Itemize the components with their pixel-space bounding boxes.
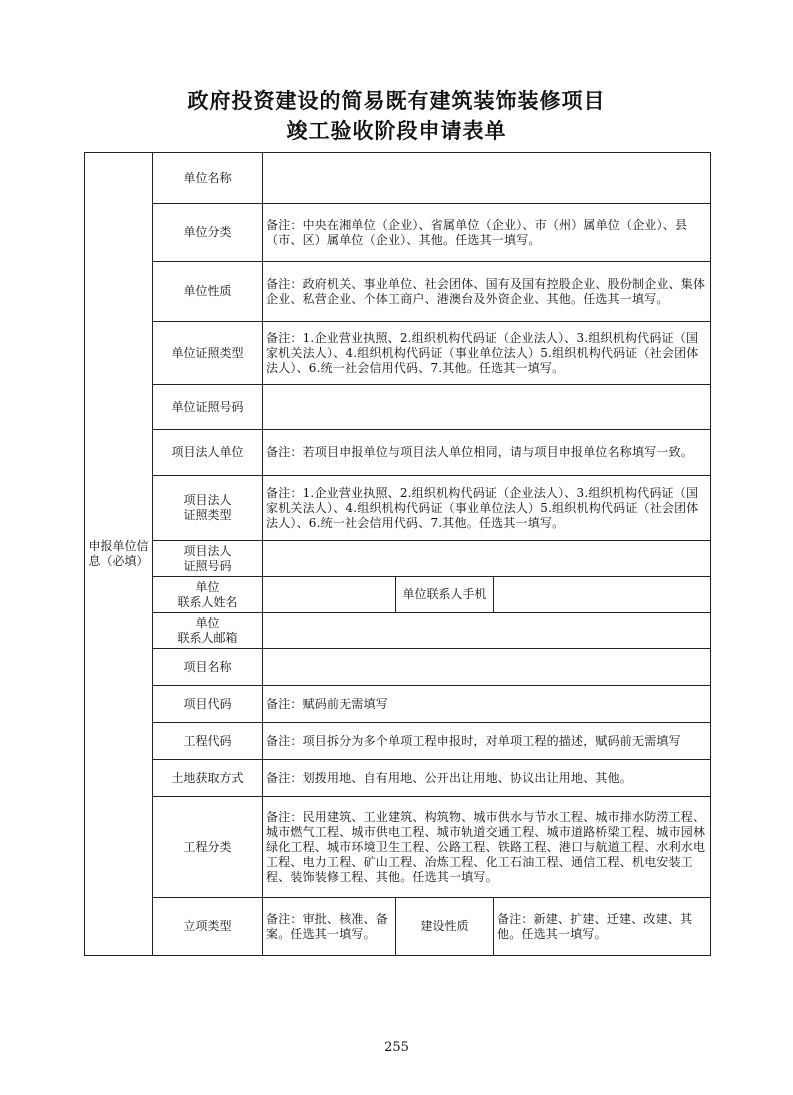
label-contact-email-line1: 单位 (195, 615, 220, 630)
field-project-name[interactable] (263, 649, 711, 686)
label-legal-cert-type-line2: 证照类型 (183, 508, 232, 522)
label-contact-email (153, 613, 263, 649)
field-unit-class[interactable]: 备注：中央在湘单位（企业）、省属单位（企业）、市（州）属单位（企业）、县（市、区）属单位（企业）、其他。任选其一填写。 (263, 204, 711, 262)
row-engineering-code (85, 723, 711, 760)
label-unit-name: 单位名称 (153, 153, 263, 204)
field-contact-email[interactable] (263, 613, 711, 649)
label-unit-nature: 单位性质 (153, 262, 263, 322)
field-engineering-code[interactable]: 备注：项目拆分为多个单项工程申报时，对单项工程的描述，赋码前无需填写 (263, 723, 711, 760)
field-contact-phone[interactable] (494, 577, 711, 613)
row-project-code (85, 686, 711, 723)
row-project-name (85, 649, 711, 686)
field-legal-cert-no[interactable] (263, 541, 711, 577)
row-engineering-class (85, 797, 711, 898)
field-project-code[interactable]: 备注：赋码前无需填写 (263, 686, 711, 723)
label-contact-phone: 单位联系人手机 (396, 577, 494, 613)
label-engineering-class: 工程分类 (153, 797, 263, 898)
field-approval-type[interactable]: 备注：审批、核准、备案。任选其一填写。 (263, 898, 396, 956)
row-unit-cert-no (85, 385, 711, 430)
row-legal-cert-type (85, 476, 711, 541)
row-unit-nature (85, 262, 711, 322)
label-unit-class: 单位分类 (153, 204, 263, 262)
document-title-line2: 竣工验收阶段申请表单 (286, 118, 507, 143)
row-unit-cert-type (85, 322, 711, 385)
label-unit-cert-no: 单位证照号码 (153, 385, 263, 430)
row-legal-unit (85, 430, 711, 476)
label-legal-cert-no-line2: 证照号码 (183, 558, 232, 573)
row-approval-type (85, 898, 711, 956)
label-construction-nature: 建设性质 (396, 898, 494, 956)
field-legal-cert-type[interactable]: 备注：1.企业营业执照、2.组织机构代码证（企业法人）、3.组织机构代码证（国家机关法人）、4.组织机构代码证（事业单位法人）5.组织机构代码证（社会团体法人）、6.统一社会信用代码、7.其他。任选其一填写。 (263, 476, 711, 541)
field-engineering-class[interactable]: 备注：民用建筑、工业建筑、构筑物、城市供水与节水工程、城市排水防涝工程、城市燃气工程、城市供电工程、城市轨道交通工程、城市道路桥梁工程、城市园林绿化工程、城市环境卫生工程、公路工程、铁路工程、港口与航道工程、水利水电工程、电力工程、矿山工程、冶炼工程、化工石油工程、通信工程、机电安装工程、装饰装修工程、其他。任选其一填写。 (263, 797, 711, 898)
label-approval-type: 立项类型 (153, 898, 263, 956)
label-engineering-code: 工程代码 (153, 723, 263, 760)
field-legal-unit[interactable]: 备注：若项目申报单位与项目法人单位相同，请与项目申报单位名称填写一致。 (263, 430, 711, 476)
label-legal-unit: 项目法人单位 (153, 430, 263, 476)
section-label: 申报单位信息（必填） (85, 153, 153, 956)
label-legal-cert-no (153, 541, 263, 577)
row-legal-cert-no (85, 541, 711, 577)
label-contact-email-line2: 联系人邮箱 (177, 630, 238, 645)
label-legal-cert-no-line1: 项目法人 (183, 543, 232, 558)
label-unit-cert-type: 单位证照类型 (153, 322, 263, 385)
row-unit-class (85, 204, 711, 262)
row-contact-email (85, 613, 711, 649)
label-contact-name (153, 577, 263, 613)
label-legal-cert-type (153, 476, 263, 541)
field-contact-name[interactable] (263, 577, 396, 613)
label-land-method: 土地获取方式 (153, 760, 263, 797)
field-unit-cert-no[interactable] (263, 385, 711, 430)
field-unit-cert-type[interactable]: 备注：1.企业营业执照、2.组织机构代码证（企业法人）、3.组织机构代码证（国家机关法人）、4.组织机构代码证（事业单位法人）5.组织机构代码证（社会团体法人）、6.统一社会信用代码、7.其他。任选其一填写。 (263, 322, 711, 385)
document-title-line1: 政府投资建设的简易既有建筑装饰装修项目 (187, 88, 606, 113)
row-unit-name (85, 153, 711, 204)
row-contact-name (85, 577, 711, 613)
label-legal-cert-type-line1: 项目法人 (183, 493, 232, 507)
label-project-name: 项目名称 (153, 649, 263, 686)
field-construction-nature[interactable]: 备注：新建、扩建、迁建、改建、其他。任选其一填写。 (494, 898, 711, 956)
page-number: 255 (384, 1040, 409, 1055)
label-contact-name-line2: 联系人姓名 (177, 594, 238, 609)
row-land-method (85, 760, 711, 797)
label-project-code: 项目代码 (153, 686, 263, 723)
label-contact-name-line1: 单位 (195, 579, 220, 594)
field-unit-name[interactable] (263, 153, 711, 204)
application-form-table (84, 152, 711, 956)
field-unit-nature[interactable]: 备注：政府机关、事业单位、社会团体、国有及国有控股企业、股份制企业、集体企业、私营企业、个体工商户、港澳台及外资企业、其他。任选其一填写。 (263, 262, 711, 322)
field-land-method[interactable]: 备注：划拨用地、自有用地、公开出让用地、协议出让用地、其他。 (263, 760, 711, 797)
